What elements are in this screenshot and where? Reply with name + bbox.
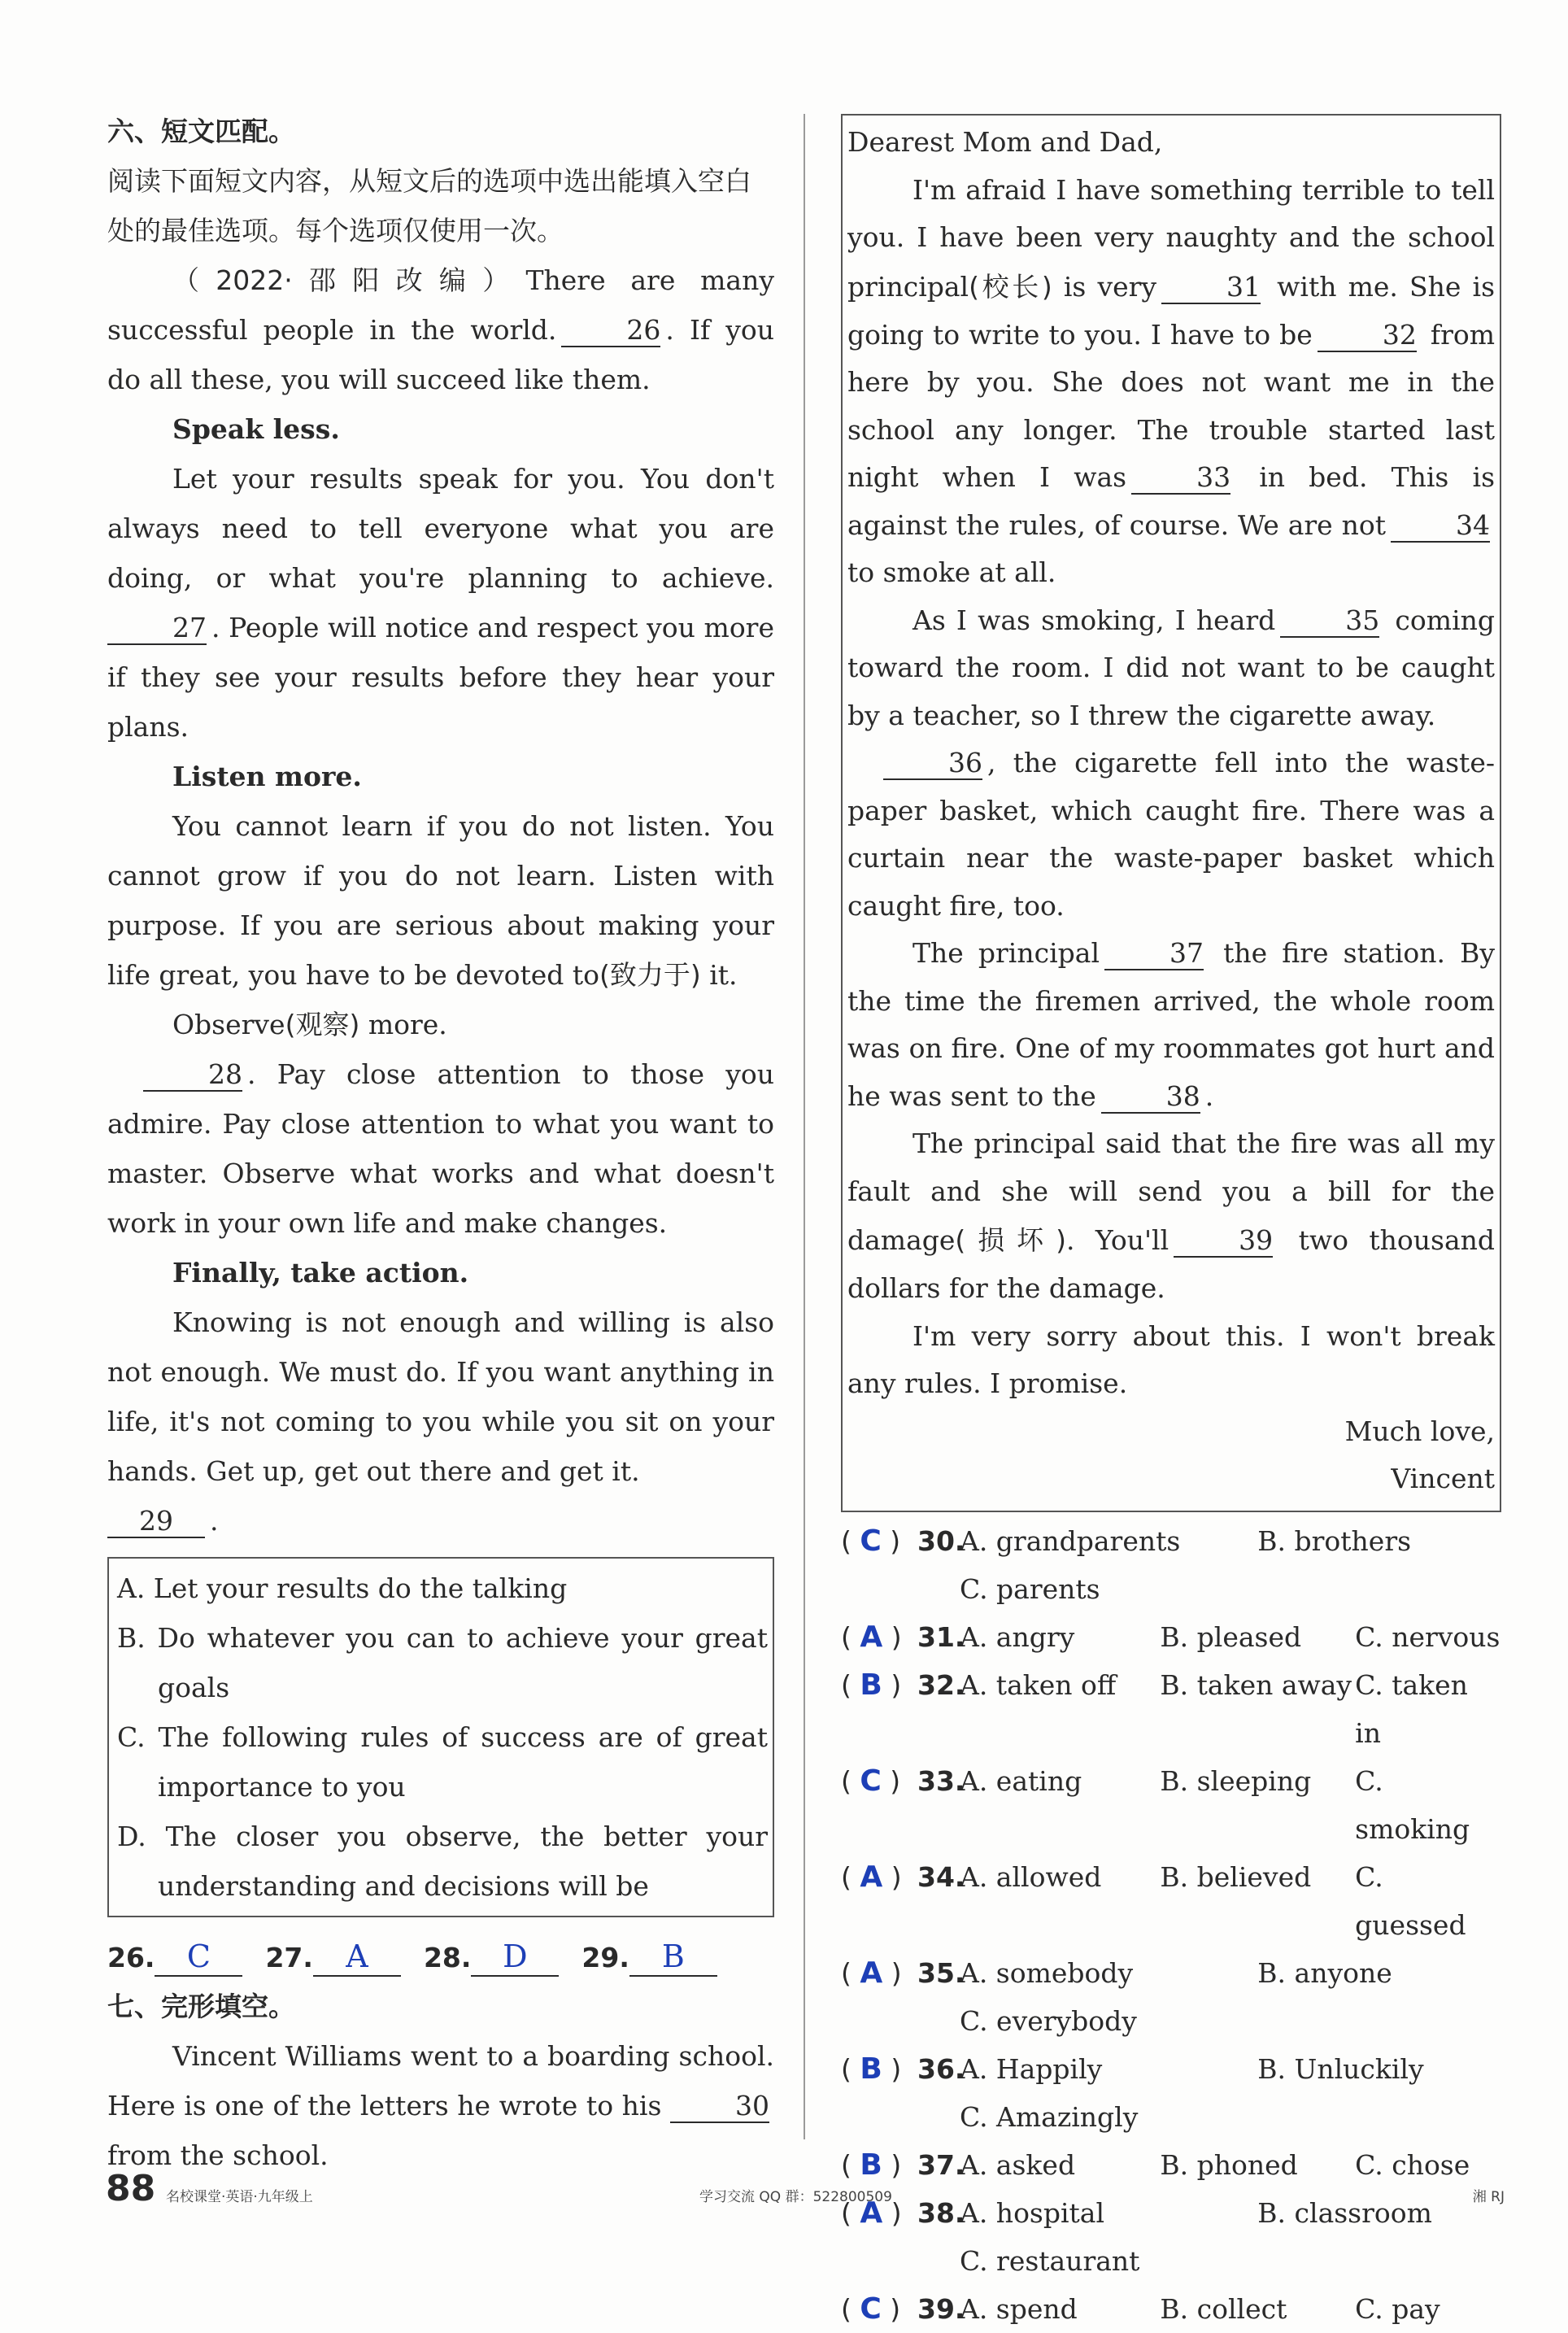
edition-label: 湘 RJ xyxy=(1472,2189,1505,2205)
question-number: 39. xyxy=(917,2292,965,2325)
option-b: B. Do whatever you can to achieve your great goals xyxy=(117,1622,768,1703)
qq-group: 学习交流 QQ 群：522800509 xyxy=(699,2189,892,2205)
question-options xyxy=(960,1757,1501,1853)
question-number: 30. xyxy=(917,1524,965,1557)
intro-text: There are many successful people in the world. xyxy=(107,264,774,346)
answer-bracket: ( A ) xyxy=(841,1620,902,1654)
blank-26: 26 xyxy=(561,315,660,347)
letter-text: As I was smoking, I heard xyxy=(912,604,1276,636)
paragraph-text: You cannot learn if you do not listen. You cannot grow if you do not learn. Listen with purpose. If you are serious about making your life great, you have to be devoted to xyxy=(107,810,774,991)
option-c: C. everybody xyxy=(960,2004,1137,2037)
answer-mark: A xyxy=(860,2196,883,2230)
blank-35: 35 xyxy=(1280,605,1379,638)
question-39 xyxy=(841,2285,1501,2333)
option-b: B. phoned xyxy=(1160,2148,1298,2181)
question-options xyxy=(960,2045,1501,2141)
answer-value: A xyxy=(313,1938,401,1977)
question-number: 32. xyxy=(917,1668,965,1701)
letter-text: in bed. This is against the rules, of course. We are not xyxy=(847,461,1495,541)
answer-28: 28. D xyxy=(424,1934,559,1982)
blank-37: 37 xyxy=(1104,938,1204,970)
answer-bracket: ( C ) xyxy=(841,1764,901,1798)
subheading-take-action: Finally, take action. xyxy=(172,1257,469,1289)
option-a: A. taken off xyxy=(960,1668,1117,1701)
question-options xyxy=(960,1949,1501,2045)
page-footer xyxy=(106,2167,1505,2211)
answer-mark: C xyxy=(860,1764,882,1798)
answer-bracket: ( B ) xyxy=(841,1668,902,1702)
option-b: B. collect xyxy=(1160,2292,1287,2325)
letter-text: I'm afraid I have something terrible to tell you. I have been very naughty and the school principal xyxy=(847,173,1495,303)
answer-bracket: ( A ) xyxy=(841,1956,902,1990)
paragraph-take-action xyxy=(107,1297,774,1496)
letter-paragraph-5 xyxy=(847,1120,1495,1313)
observe-word: Observe xyxy=(172,1009,285,1040)
options-box xyxy=(107,1557,774,1917)
gloss-damage: (损坏) xyxy=(955,1224,1066,1256)
question-30 xyxy=(841,1517,1501,1613)
intro-text-b: from the school. xyxy=(107,2139,329,2171)
option-b: B. taken away xyxy=(1160,1668,1352,1701)
right-column xyxy=(841,114,1501,2333)
letter-text: . You'll xyxy=(1066,1224,1169,1256)
paragraph-text: Let your results speak for you. You don't always need to tell everyone what you are doing, or what you're planning to achieve. xyxy=(107,463,774,594)
option-a: A. eating xyxy=(960,1764,1082,1797)
answer-mark: C xyxy=(860,2292,882,2326)
answer-bracket: ( B ) xyxy=(841,2052,902,2086)
option-b: B. brothers xyxy=(1257,1524,1412,1557)
paragraph-observe-more xyxy=(107,1049,774,1248)
blank-27: 27 xyxy=(107,613,207,645)
paragraph-text-b: . People will notice and respect you more if they see your results before they hear your plans. xyxy=(107,612,774,743)
letter-paragraph-6: I'm very sorry about this. I won't break any rules. I promise. xyxy=(847,1319,1495,1399)
question-31 xyxy=(841,1613,1501,1661)
option-c: C. taken in xyxy=(1355,1668,1468,1749)
question-options xyxy=(960,2285,1501,2333)
option-c: C. restaurant xyxy=(960,2244,1140,2277)
option-c: C. smoking xyxy=(1355,1764,1470,1845)
matching-answers-row xyxy=(107,1934,774,1982)
answer-26: 26. C xyxy=(107,1934,242,1982)
blank-32: 32 xyxy=(1318,320,1417,352)
blank-30: 30 xyxy=(670,2091,769,2123)
option-c: C. Amazingly xyxy=(960,2100,1139,2133)
option-a: A. angry xyxy=(960,1620,1075,1653)
question-number: 36. xyxy=(917,2052,965,2085)
question-number: 37. xyxy=(917,2148,965,2181)
option-c: C. nervous xyxy=(1355,1620,1500,1653)
option-a: A. hospital xyxy=(960,2196,1105,2229)
question-34 xyxy=(841,1853,1501,1949)
source-note: （2022·邵阳改编） xyxy=(172,264,526,296)
question-options xyxy=(960,1517,1501,1613)
answer-bracket: ( A ) xyxy=(841,1860,902,1894)
answer-mark: C xyxy=(860,1524,882,1558)
blank-29-line xyxy=(107,1496,774,1546)
option-a: A. asked xyxy=(960,2148,1076,2181)
left-column xyxy=(107,114,774,2180)
paragraph-text: Knowing is not enough and willing is also not enough. We must do. If you want anything in life, it's not coming to you while you sit on your hands. Get up, get out there and get it. xyxy=(107,1306,774,1487)
option-c: C. chose xyxy=(1355,2148,1470,2181)
option-b: B. anyone xyxy=(1257,1956,1392,1989)
letter-paragraph-3 xyxy=(847,739,1495,930)
section7-title: 七、完形填空。 xyxy=(107,1991,295,2022)
letter-text: two thousand dollars for the damage. xyxy=(847,1224,1495,1304)
question-35 xyxy=(841,1949,1501,2045)
option-a: A. spend xyxy=(960,2292,1078,2325)
gloss-devoted: (致力于) xyxy=(599,959,701,991)
blank-36: 36 xyxy=(883,748,982,780)
letter-text: . xyxy=(1204,1079,1214,1112)
letter-text: the fire station. By the time the firemen arrived, the whole room was on fire. One of my roommates got hurt and he was sent to the xyxy=(847,937,1495,1112)
answer-mark: B xyxy=(860,2052,882,2086)
answer-bracket: ( A ) xyxy=(841,2196,902,2230)
letter-text: is very xyxy=(1052,270,1157,303)
answer-27: 27. A xyxy=(265,1934,400,1982)
question-number: 38. xyxy=(917,2196,965,2229)
option-c: C. parents xyxy=(960,1572,1100,1605)
paragraph-text: . Pay close attention to those you admire. Pay close attention to what you want to master. Observe what works and what doesn't work in your own life and make changes. xyxy=(107,1058,774,1239)
question-number: 33. xyxy=(917,1764,965,1797)
book-title: 名校课堂·英语·九年级上 xyxy=(166,2189,313,2205)
page-number: 88 xyxy=(106,2168,156,2209)
letter-greeting: Dearest Mom and Dad, xyxy=(847,126,1163,158)
intro-text-b: . If you do all these, you will succeed like them. xyxy=(107,314,775,395)
paragraph-speak-less xyxy=(107,454,774,752)
option-c: C. The following rules of success are of great importance to you xyxy=(117,1721,768,1803)
letter-text: coming toward the room. I did not want to be caught by a teacher, so I threw the cigarette away. xyxy=(847,604,1495,731)
section6-instruction: 阅读下面短文内容，从短文后的选项中选出能填入空白处的最佳选项。每个选项仅使用一次。 xyxy=(107,165,751,246)
more-word: more. xyxy=(359,1009,447,1040)
answer-bracket: ( C ) xyxy=(841,1524,901,1558)
section6-intro xyxy=(107,255,774,404)
letter-box xyxy=(841,114,1501,1512)
question-number: 31. xyxy=(917,1620,965,1653)
answer-mark: B xyxy=(860,1668,882,1702)
blank-29: 29 xyxy=(107,1506,205,1538)
question-options xyxy=(960,1613,1501,1661)
question-36 xyxy=(841,2045,1501,2141)
option-d: D. The closer you observe, the better your understanding and decisions will be xyxy=(117,1821,768,1902)
letter-text: with me. She is going to write to you. I have to be xyxy=(847,270,1496,351)
question-number: 35. xyxy=(917,1956,965,1989)
option-a: A. Happily xyxy=(960,2052,1103,2085)
blank-28: 28 xyxy=(143,1059,242,1092)
blank-34: 34 xyxy=(1391,510,1490,543)
intro-text: Vincent Williams went to a boarding school. Here is one of the letters he wrote to his xyxy=(107,2040,774,2122)
answer-value: D xyxy=(471,1938,559,1977)
question-options xyxy=(960,1853,1501,1949)
option-b: B. believed xyxy=(1160,1860,1312,1893)
answer-mark: A xyxy=(860,1956,883,1990)
question-options xyxy=(960,1661,1501,1757)
option-c: C. pay xyxy=(1355,2292,1440,2325)
answer-mark: A xyxy=(860,1620,883,1654)
column-divider xyxy=(804,114,805,2139)
answer-29: 29. B xyxy=(581,1934,716,1982)
option-b: B. sleeping xyxy=(1160,1764,1312,1797)
blank-39: 39 xyxy=(1174,1225,1273,1258)
answer-value: B xyxy=(629,1938,717,1977)
letter-closing: Much love, xyxy=(1344,1415,1495,1447)
answer-mark: B xyxy=(860,2148,882,2182)
blank-33: 33 xyxy=(1131,462,1230,495)
letter-paragraph-2 xyxy=(847,597,1495,740)
subheading-observe-more xyxy=(107,1000,774,1049)
option-c: C. guessed xyxy=(1355,1860,1466,1941)
option-a: A. Let your results do the talking xyxy=(117,1572,568,1604)
question-number: 34. xyxy=(917,1860,965,1893)
paragraph-text-b: it. xyxy=(700,959,738,991)
section6-title: 六、短文匹配。 xyxy=(107,116,295,147)
answer-bracket: ( C ) xyxy=(841,2292,901,2326)
question-32 xyxy=(841,1661,1501,1757)
letter-paragraph-4 xyxy=(847,930,1495,1120)
subheading-listen-more: Listen more. xyxy=(172,761,362,792)
option-b: B. pleased xyxy=(1160,1620,1302,1653)
option-a: A. somebody xyxy=(960,1956,1134,1989)
answer-mark: A xyxy=(860,1860,883,1894)
letter-text: to smoke at all. xyxy=(847,556,1056,588)
paragraph-listen-more xyxy=(107,801,774,1000)
gloss-principal: (校长) xyxy=(969,270,1052,303)
letter-signature: Vincent xyxy=(1391,1462,1495,1494)
option-a: A. grandparents xyxy=(960,1524,1181,1557)
answer-bracket: ( B ) xyxy=(841,2148,902,2182)
blank-38: 38 xyxy=(1101,1081,1200,1114)
letter-paragraph-1 xyxy=(847,167,1495,597)
letter-text: , the cigarette fell into the waste-paper basket, which caught fire. There was a curtain near the waste-paper basket which caught fire, too. xyxy=(847,747,1495,922)
subheading-speak-less: Speak less. xyxy=(172,413,340,445)
gloss-observe: (观察) xyxy=(285,1009,360,1040)
section7-intro xyxy=(107,2031,774,2180)
blank-31: 31 xyxy=(1161,272,1261,304)
period: . xyxy=(210,1505,219,1537)
letter-text: The principal xyxy=(912,937,1100,969)
letter-text: from here by you. She does not want me in the school any longer. The trouble started last night when I was xyxy=(847,318,1496,493)
question-33 xyxy=(841,1757,1501,1853)
option-b: B. classroom xyxy=(1257,2196,1432,2229)
answer-value: C xyxy=(155,1938,242,1977)
option-a: A. allowed xyxy=(960,1860,1102,1893)
letter-text: The principal said that the fire was all my fault and she will send you a bill for the damage xyxy=(847,1127,1495,1256)
option-b: B. Unluckily xyxy=(1257,2052,1424,2085)
